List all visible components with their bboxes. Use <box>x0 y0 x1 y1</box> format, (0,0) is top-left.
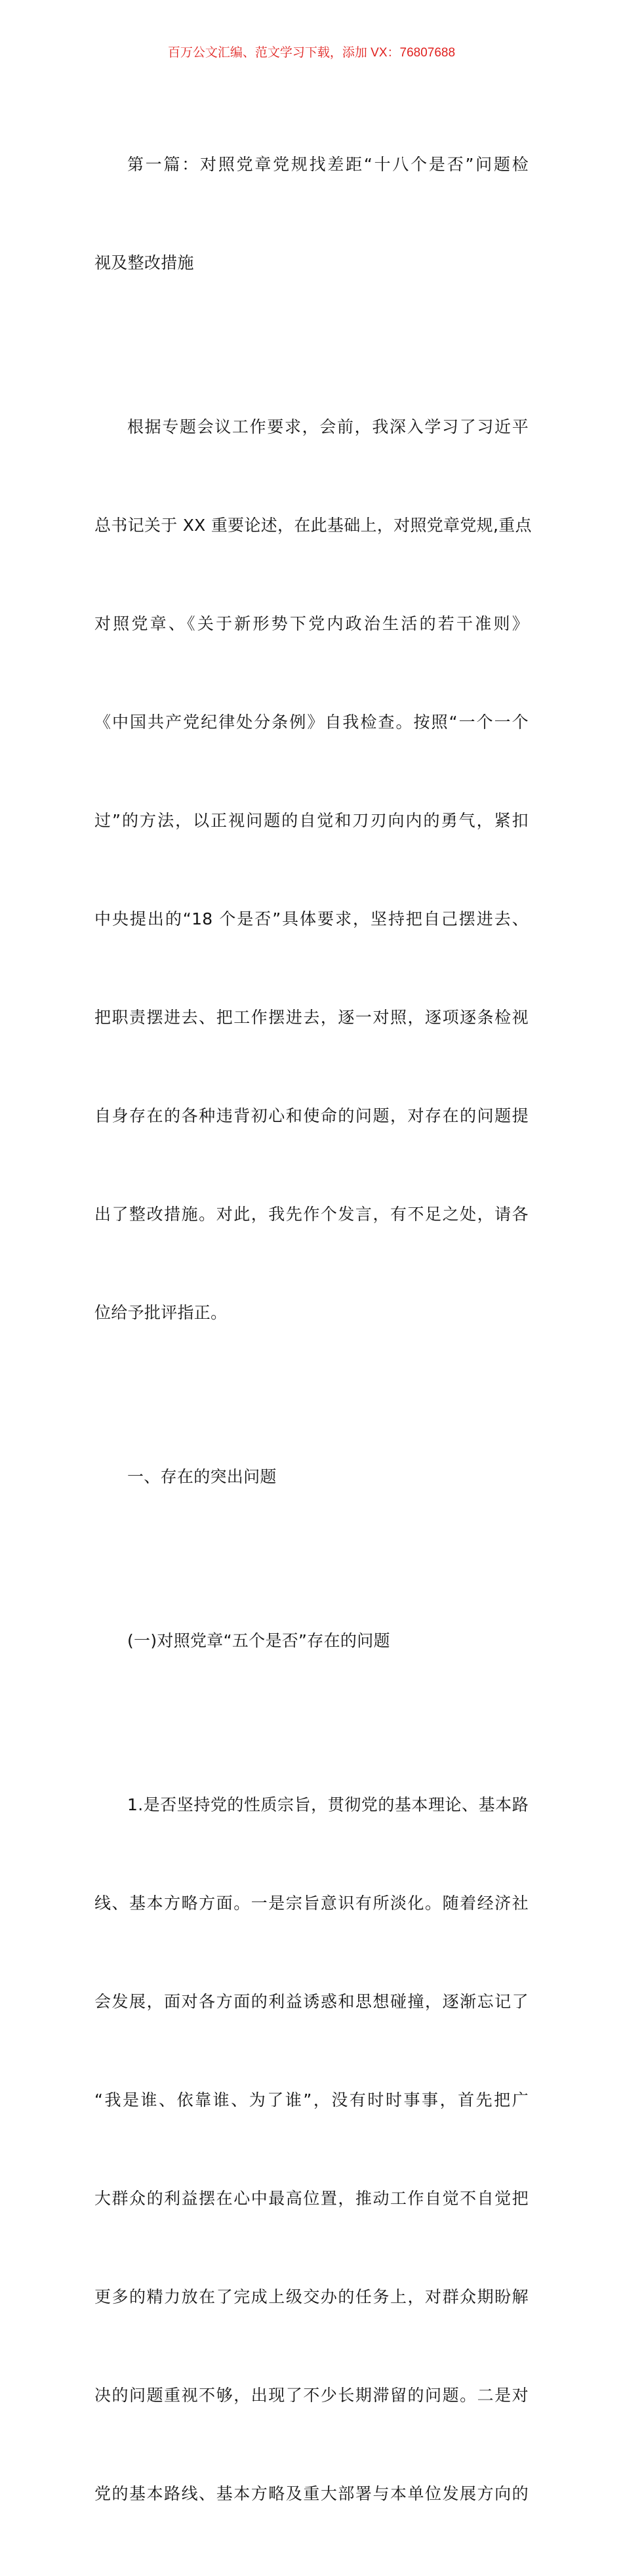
subsection-heading-text: (一)对照党章“五个是否”存在的问题 <box>127 1631 390 1650</box>
intro-line: 出了整改措施。对此，我先作个发言，有不足之处，请各 <box>94 1205 529 1224</box>
intro-line: 自身存在的各种违背初心和使命的问题，对存在的问题提 <box>94 1106 529 1125</box>
item1-line: 线、基本方略方面。一是宗旨意识有所淡化。随着经济社 <box>94 1894 529 1913</box>
title-line: 视及整改措施 <box>94 253 194 272</box>
item1-paragraph <box>94 1723 529 2576</box>
item1-line: 会发展，面对各方面的利益诱惑和思想碰撞，逐渐忘记了 <box>94 1992 529 2011</box>
intro-line: 位给予批评指正。 <box>94 1303 228 1322</box>
intro-line: 过”的方法，以正视问题的自觉和刀刃向内的勇气，紧扣 <box>94 811 529 830</box>
intro-paragraph <box>94 345 532 1395</box>
item1-line: 更多的精力放在了完成上级交办的任务上，对群众期盼解 <box>94 2287 529 2306</box>
subsection-heading <box>94 1559 529 1723</box>
document-body <box>94 83 532 2576</box>
intro-line: 中央提出的“18 个是否”具体要求，坚持把自己摆进去、 <box>94 909 529 928</box>
item1-line: 1.是否坚持党的性质宗旨，贯彻党的基本理论、基本路 <box>127 1795 529 1814</box>
section-heading-text: 一、存在的突出问题 <box>127 1467 277 1486</box>
item1-line: 决的问题重视不够，出现了不少长期滞留的问题。二是对 <box>94 2386 529 2405</box>
intro-line: 根据专题会议工作要求，会前，我深入学习了习近平 <box>127 417 529 436</box>
intro-line: 对照党章、《关于新形势下党内政治生活的若干准则》 <box>94 614 529 633</box>
section-heading <box>94 1395 529 1559</box>
intro-line: 总书记关于 XX 重要论述，在此基础上，对照党章党规,重点 <box>94 516 532 535</box>
title-line: 第一篇：对照党章党规找差距“十八个是否”问题检 <box>127 155 529 174</box>
item1-line: 大群众的利益摆在心中最高位置，推动工作自觉不自觉把 <box>94 2189 529 2208</box>
item1-line: 党的基本路线、基本方略及重大部署与本单位发展方向的 <box>94 2484 529 2503</box>
document-title <box>94 83 529 345</box>
item1-line: “我是谁、依靠谁、为了谁”，没有时时事事，首先把广 <box>94 2090 529 2109</box>
intro-line: 《中国共产党纪律处分条例》自我检查。按照“一个一个 <box>94 713 529 732</box>
watermark-header: 百万公文汇编、范文学习下载，添加 VX：76807688 <box>167 46 456 60</box>
intro-line: 把职责摆进去、把工作摆进去，逐一对照，逐项逐条检视 <box>94 1008 529 1027</box>
